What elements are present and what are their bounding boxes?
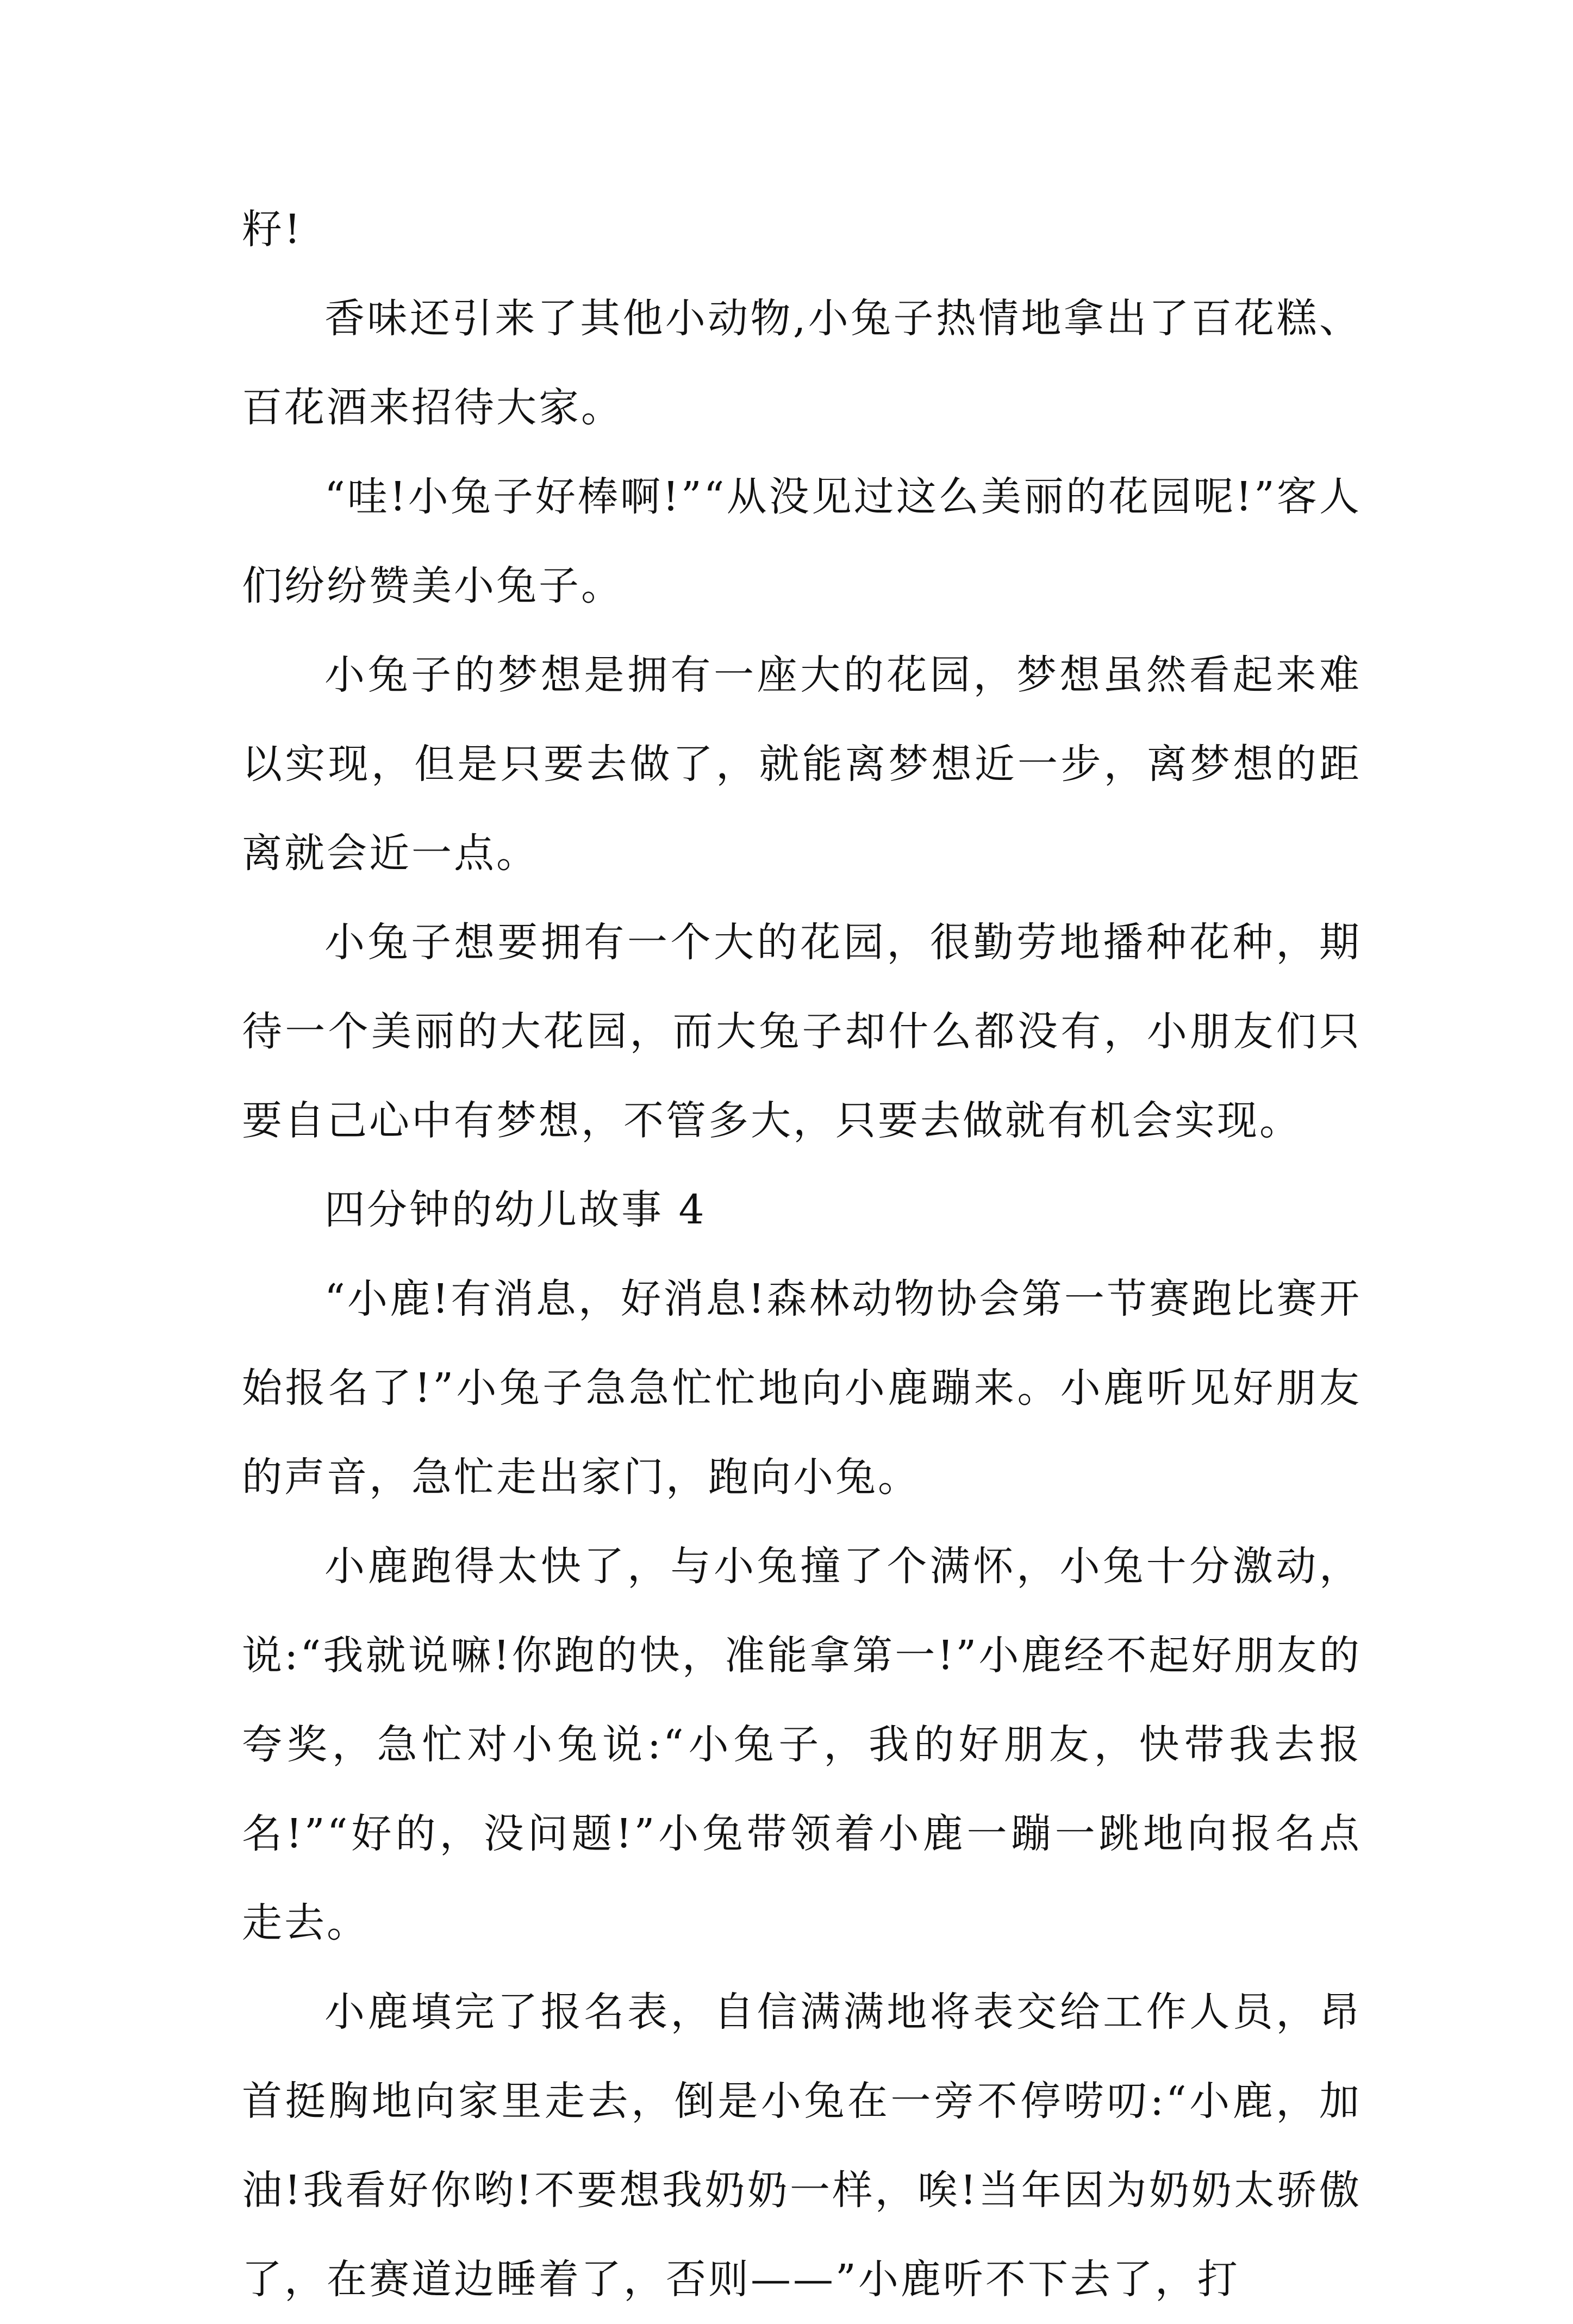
paragraph: 小兔子的梦想是拥有一座大的花园，梦想虽然看起来难以实现，但是只要去做了，就能离梦想近一步，离梦想的距离就会近一点。 xyxy=(242,652,1362,877)
paragraph: 小鹿跑得太快了，与小兔撞了个满怀，小兔十分激动，说:“我就说嘛!你跑的快，准能拿第一!”小鹿经不起好朋友的夸奖，急忙对小兔说:“小兔子，我的好朋友，快带我去报名!”“好的，没问题!”小兔带领着小鹿一蹦一跳地向报名点走去。 xyxy=(242,1543,1362,1946)
paragraph: 小兔子想要拥有一个大的花园，很勤劳地播种花种，期待一个美丽的大花园，而大兔子却什么都没有，小朋友们只要自己心中有梦想，不管多大，只要去做就有机会实现。 xyxy=(242,919,1362,1144)
paragraph: 小鹿填完了报名表，自信满满地将表交给工作人员，昂首挺胸地向家里走去，倒是小兔在一旁不停唠叨:“小鹿，加油!我看好你哟!不要想我奶奶一样，唉!当年因为奶奶太骄傲了，在赛道边睡着了，否则——”小鹿听不下去了，打 xyxy=(242,1989,1362,2303)
paragraph: 籽! xyxy=(242,206,303,253)
paragraph: 香味还引来了其他小动物,小兔子热情地拿出了百花糕、百花酒来招待大家。 xyxy=(242,295,1362,431)
paragraph: “小鹿!有消息，好消息!森林动物协会第一节赛跑比赛开始报名了!”小兔子急急忙忙地向小鹿蹦来。小鹿听见好朋友的声音，急忙走出家门，跑向小兔。 xyxy=(242,1276,1362,1501)
section-heading: 四分钟的幼儿故事 4 xyxy=(324,1186,707,1233)
document-body xyxy=(242,185,1362,2324)
paragraph: “哇!小兔子好棒啊!”“从没见过这么美丽的花园呢!”客人们纷纷赞美小兔子。 xyxy=(242,473,1362,609)
